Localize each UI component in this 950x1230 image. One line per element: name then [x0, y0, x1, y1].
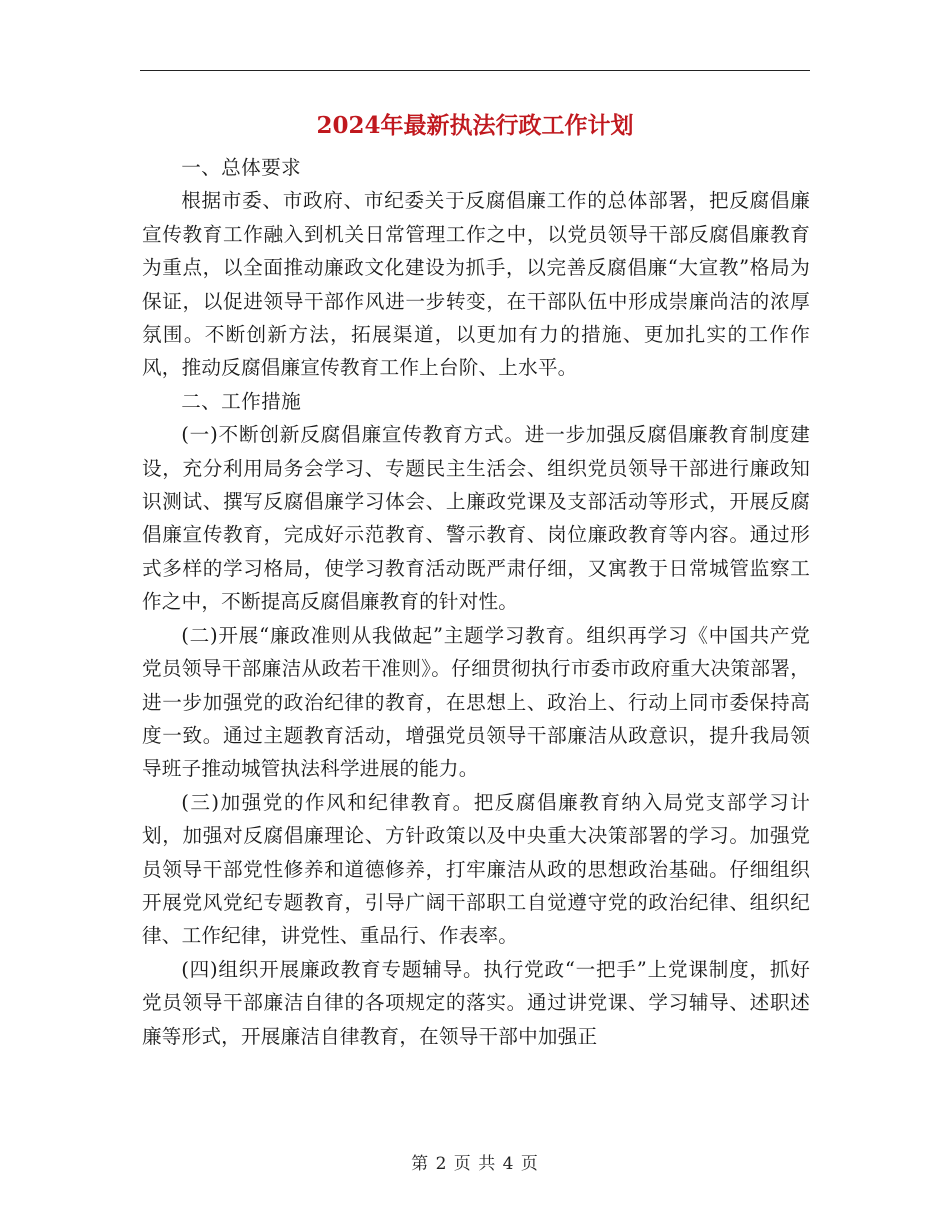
- document-body: [142, 151, 810, 1053]
- header-rule: [140, 70, 810, 71]
- section-heading-general-requirements: 一、总体要求: [181, 156, 302, 179]
- paragraph-general-requirements: 根据市委、市政府、市纪委关于反腐倡廉工作的总体部署，把反腐倡廉宣传教育工作融入到机关日常管理工作之中，以党员领导干部反腐倡廉教育为重点，以全面推动廉政文化建设为抓手，以完善反腐倡廉“大宣教”格局为保证，以促进领导干部作风进一步转变，在干部队伍中形成崇廉尚洁的浓厚氛围。不断创新方法，拓展渠道，以更加有力的措施、更加扎实的工作作风，推动反腐倡廉宣传教育工作上台阶、上水平。: [142, 189, 810, 380]
- paragraph-measure-3: (三)加强党的作风和纪律教育。把反腐倡廉教育纳入局党支部学习计划，加强对反腐倡廉理论、方针政策以及中央重大决策部署的学习。加强党员领导干部党性修养和道德修养，打牢廉洁从政的思想政治基础。仔细组织开展党风党纪专题教育，引导广阔干部职工自觉遵守党的政治纪律、组织纪律、工作纪律，讲党性、重品行、作表率。: [142, 790, 810, 948]
- paragraph-measure-4: (四)组织开展廉政教育专题辅导。执行党政“一把手”上党课制度，抓好党员领导干部廉洁自律的各项规定的落实。通过讲党课、学习辅导、述职述廉等形式，开展廉洁自律教育，在领导干部中加强正: [142, 957, 810, 1048]
- paragraph-measure-2: (二)开展“廉政准则从我做起”主题学习教育。组织再学习《中国共产党党员领导干部廉洁从政若干准则》。仔细贯彻执行市委市政府重大决策部署，进一步加强党的政治纪律的教育，在思想上、政治上、行动上同市委保持高度一致。通过主题教育活动，增强党员领导干部廉洁从政意识，提升我局领导班子推动城管执法科学进展的能力。: [142, 623, 810, 781]
- page-number: 第 2 页 共 4 页: [411, 1154, 539, 1174]
- paragraph-measure-1: (一)不断创新反腐倡廉宣传教育方式。进一步加强反腐倡廉教育制度建设，充分利用局务会学习、专题民主生活会、组织党员领导干部进行廉政知识测试、撰写反腐倡廉学习体会、上廉政党课及支部活动等形式，开展反腐倡廉宣传教育，完成好示范教育、警示教育、岗位廉政教育等内容。通过形式多样的学习格局，使学习教育活动既严肃仔细，又寓教于日常城管监察工作之中，不断提高反腐倡廉教育的针对性。: [142, 423, 810, 614]
- section-heading-work-measures: 二、工作措施: [181, 389, 302, 413]
- document-title: 2024年最新执法行政工作计划: [316, 112, 634, 139]
